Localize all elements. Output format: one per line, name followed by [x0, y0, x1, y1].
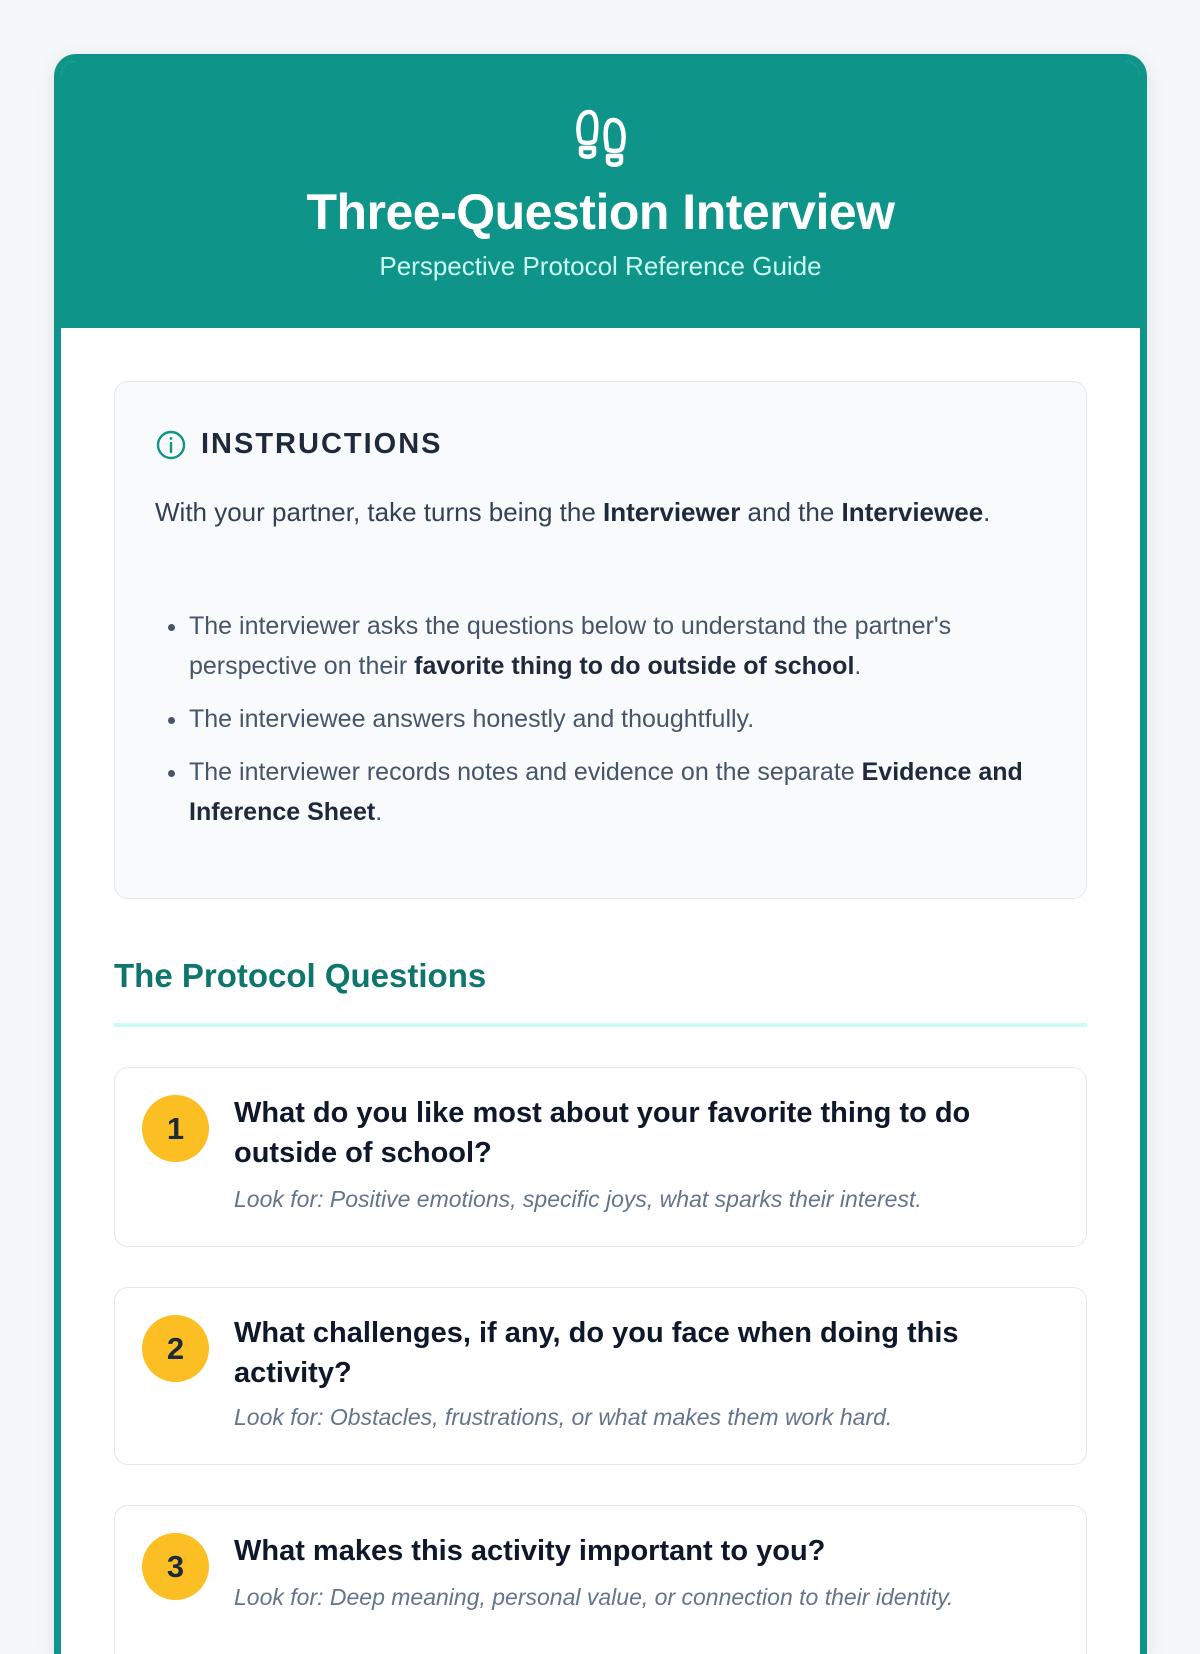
- bullet-emphasis: favorite thing to do outside of school: [414, 652, 855, 680]
- list-item: [189, 699, 1069, 739]
- list-item: [189, 606, 1069, 686]
- instructions-box: [114, 381, 1087, 899]
- question-hint: Look for: Positive emotions, specific joys, what sparks their interest.: [234, 1186, 922, 1212]
- question-text: What do you like most about your favorite thing to do outside of school?: [234, 1097, 971, 1169]
- question-number-badge: 3: [142, 1533, 209, 1600]
- question-card-1: [114, 1067, 1087, 1247]
- bullet-emphasis: Evidence and Inference Sheet: [189, 758, 1023, 826]
- guide-header: [61, 61, 1140, 328]
- role-interviewer: Interviewer: [603, 497, 741, 527]
- question-text: What makes this activity important to you?: [234, 1535, 826, 1567]
- guide-card: [54, 54, 1147, 1654]
- section-title: The Protocol Questions: [114, 957, 487, 994]
- bullet-text: .: [375, 798, 383, 826]
- instructions-list: [155, 606, 1069, 845]
- instructions-intro: [155, 490, 1015, 534]
- page-title: Three-Question Interview: [306, 184, 895, 240]
- question-text: What challenges, if any, do you face when doing this activity?: [234, 1317, 959, 1389]
- question-number-badge: 1: [142, 1095, 209, 1162]
- section-divider: [114, 1023, 1087, 1027]
- bullet-text: The interviewer records notes and evidence on the separate: [189, 758, 862, 786]
- question-number-badge: 2: [142, 1315, 209, 1382]
- info-icon: [155, 429, 187, 461]
- page-subtitle: Perspective Protocol Reference Guide: [379, 251, 822, 281]
- question-card-3: [114, 1505, 1087, 1654]
- list-item: [189, 752, 1069, 832]
- instructions-label: INSTRUCTIONS: [201, 428, 443, 460]
- question-hint: Look for: Deep meaning, personal value, or connection to their identity.: [234, 1584, 954, 1610]
- question-card-2: [114, 1287, 1087, 1465]
- role-interviewee: Interviewee: [841, 497, 984, 527]
- intro-text: .: [983, 497, 991, 527]
- question-hint: Look for: Obstacles, frustrations, or what makes them work hard.: [234, 1404, 893, 1430]
- intro-text: With your partner, take turns being the: [155, 497, 604, 527]
- instructions-heading: [155, 428, 443, 461]
- bullet-text: .: [854, 652, 862, 680]
- footprints-icon: [569, 104, 633, 168]
- bullet-text: The interviewer asks the questions below to understand the partner's perspective on their: [189, 612, 952, 680]
- bullet-text: The interviewee answers honestly and thoughtfully.: [189, 705, 755, 733]
- intro-text: and the: [740, 497, 842, 527]
